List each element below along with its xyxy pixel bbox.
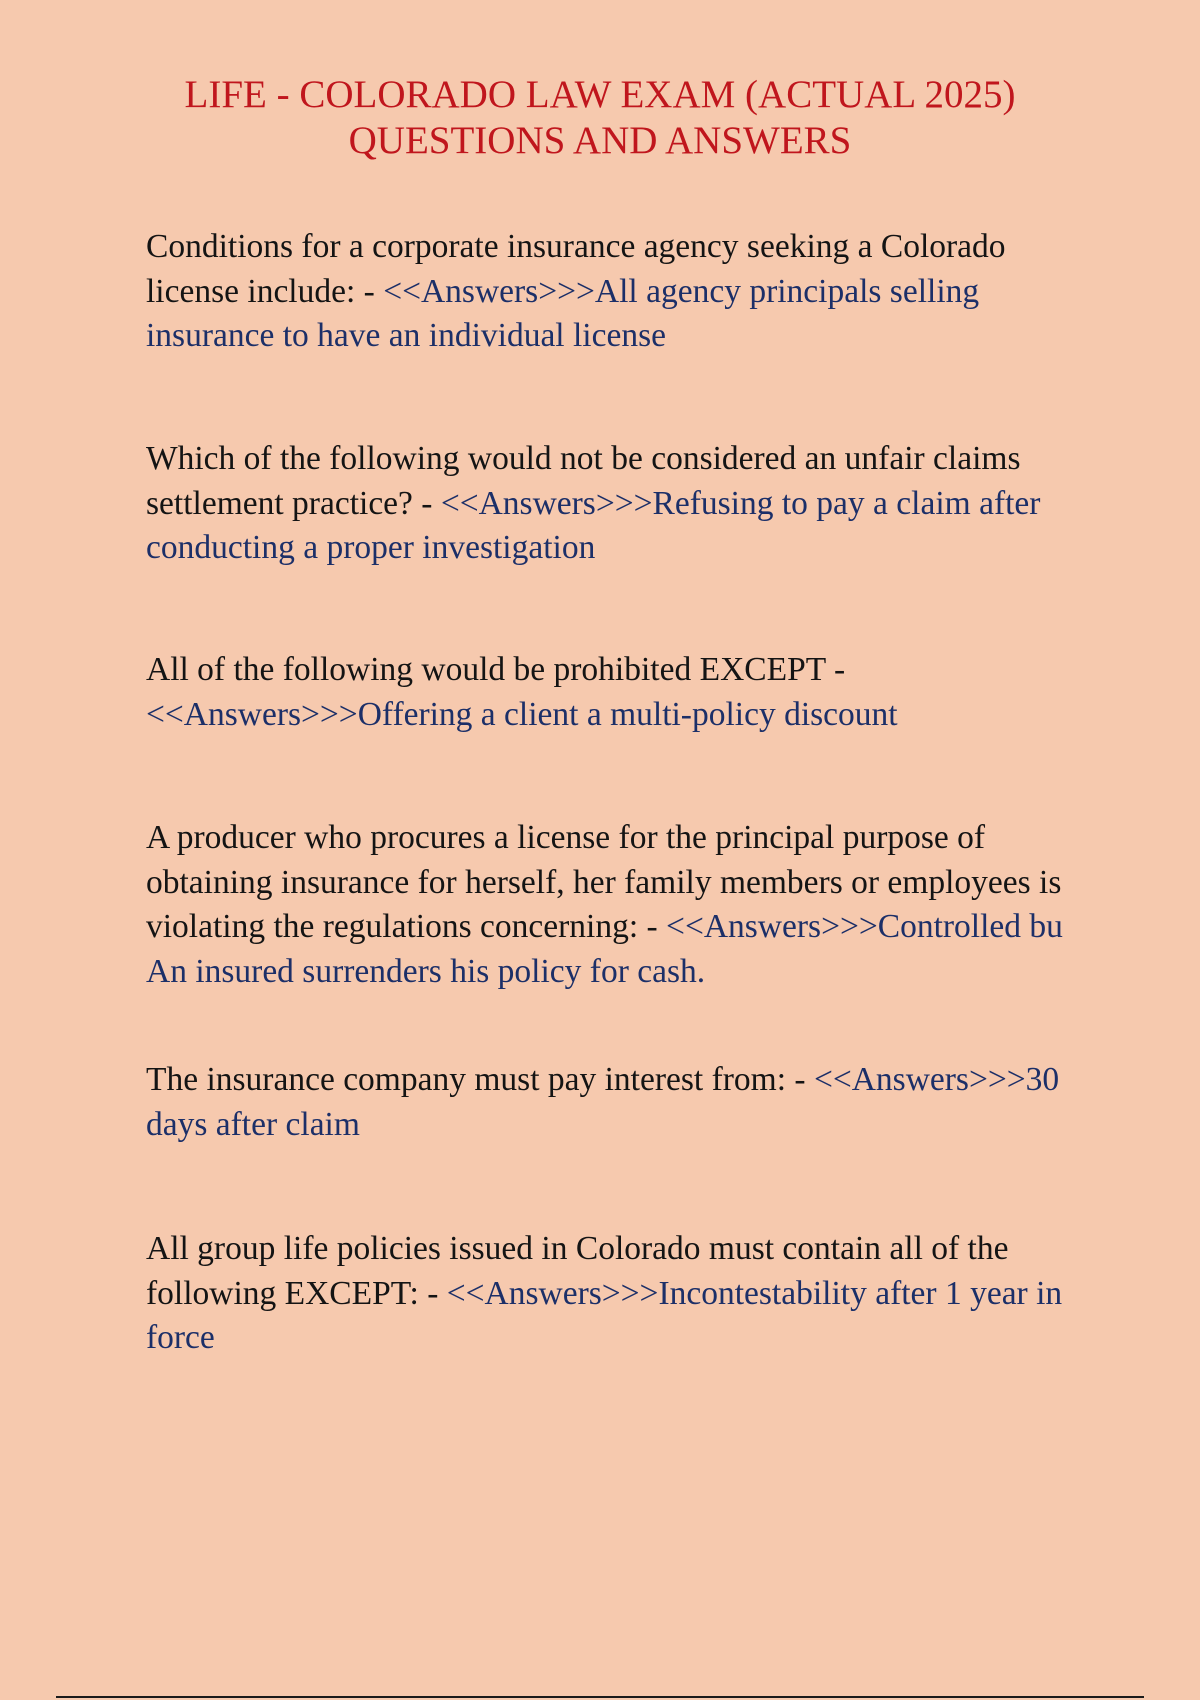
qa-item	[146, 437, 1076, 571]
separator: -	[786, 1061, 814, 1098]
separator: -	[418, 1274, 447, 1312]
answer-text: <<Answers>>>Incontestability after 1 year in force	[146, 1274, 1063, 1356]
qa-item	[146, 1227, 1076, 1361]
question-text: A producer who procures a license for the principal purpose of obtaining insurance for herself, her family members or employees is violating the regulations concerning:	[146, 819, 1062, 945]
separator: -	[638, 908, 667, 945]
answer-text: <<Answers>>>Refusing to pay a claim after conducting a proper investigation	[146, 484, 1041, 566]
question-text: All of the following would be prohibited EXCEPT	[146, 651, 826, 688]
answer-text: <<Answers>>>30 days after claim	[146, 1061, 1060, 1143]
answer-text: <<Answers>>>Controlled bu An insured surrenders his policy for cash.	[146, 908, 1063, 990]
separator: -	[825, 651, 846, 688]
question-text: Which of the following would not be considered an unfair claims settlement practice?	[146, 440, 1021, 522]
question-text: All group life policies issued in Colorado must contain all of the following EXCEPT:	[146, 1230, 1009, 1312]
qa-item	[146, 816, 1076, 994]
separator: -	[355, 272, 384, 310]
question-text: The insurance company must pay interest from:	[146, 1061, 787, 1098]
page-title	[0, 72, 1200, 164]
footer-divider	[56, 1696, 1144, 1698]
qa-item	[146, 225, 1076, 359]
page-title-line-1: LIFE - COLORADO LAW EXAM (ACTUAL 2025)	[184, 73, 1016, 116]
separator: -	[412, 484, 441, 522]
answer-text: <<Answers>>>All agency principals selling insurance to have an individual license	[146, 272, 980, 354]
qa-item	[146, 1058, 1076, 1147]
question-text: Conditions for a corporate insurance agency seeking a Colorado license include:	[146, 228, 1006, 310]
answer-text: <<Answers>>>Offering a client a multi-policy discount	[146, 695, 898, 733]
qa-item	[146, 648, 1076, 737]
page-title-line-2: QUESTIONS AND ANSWERS	[348, 119, 852, 162]
